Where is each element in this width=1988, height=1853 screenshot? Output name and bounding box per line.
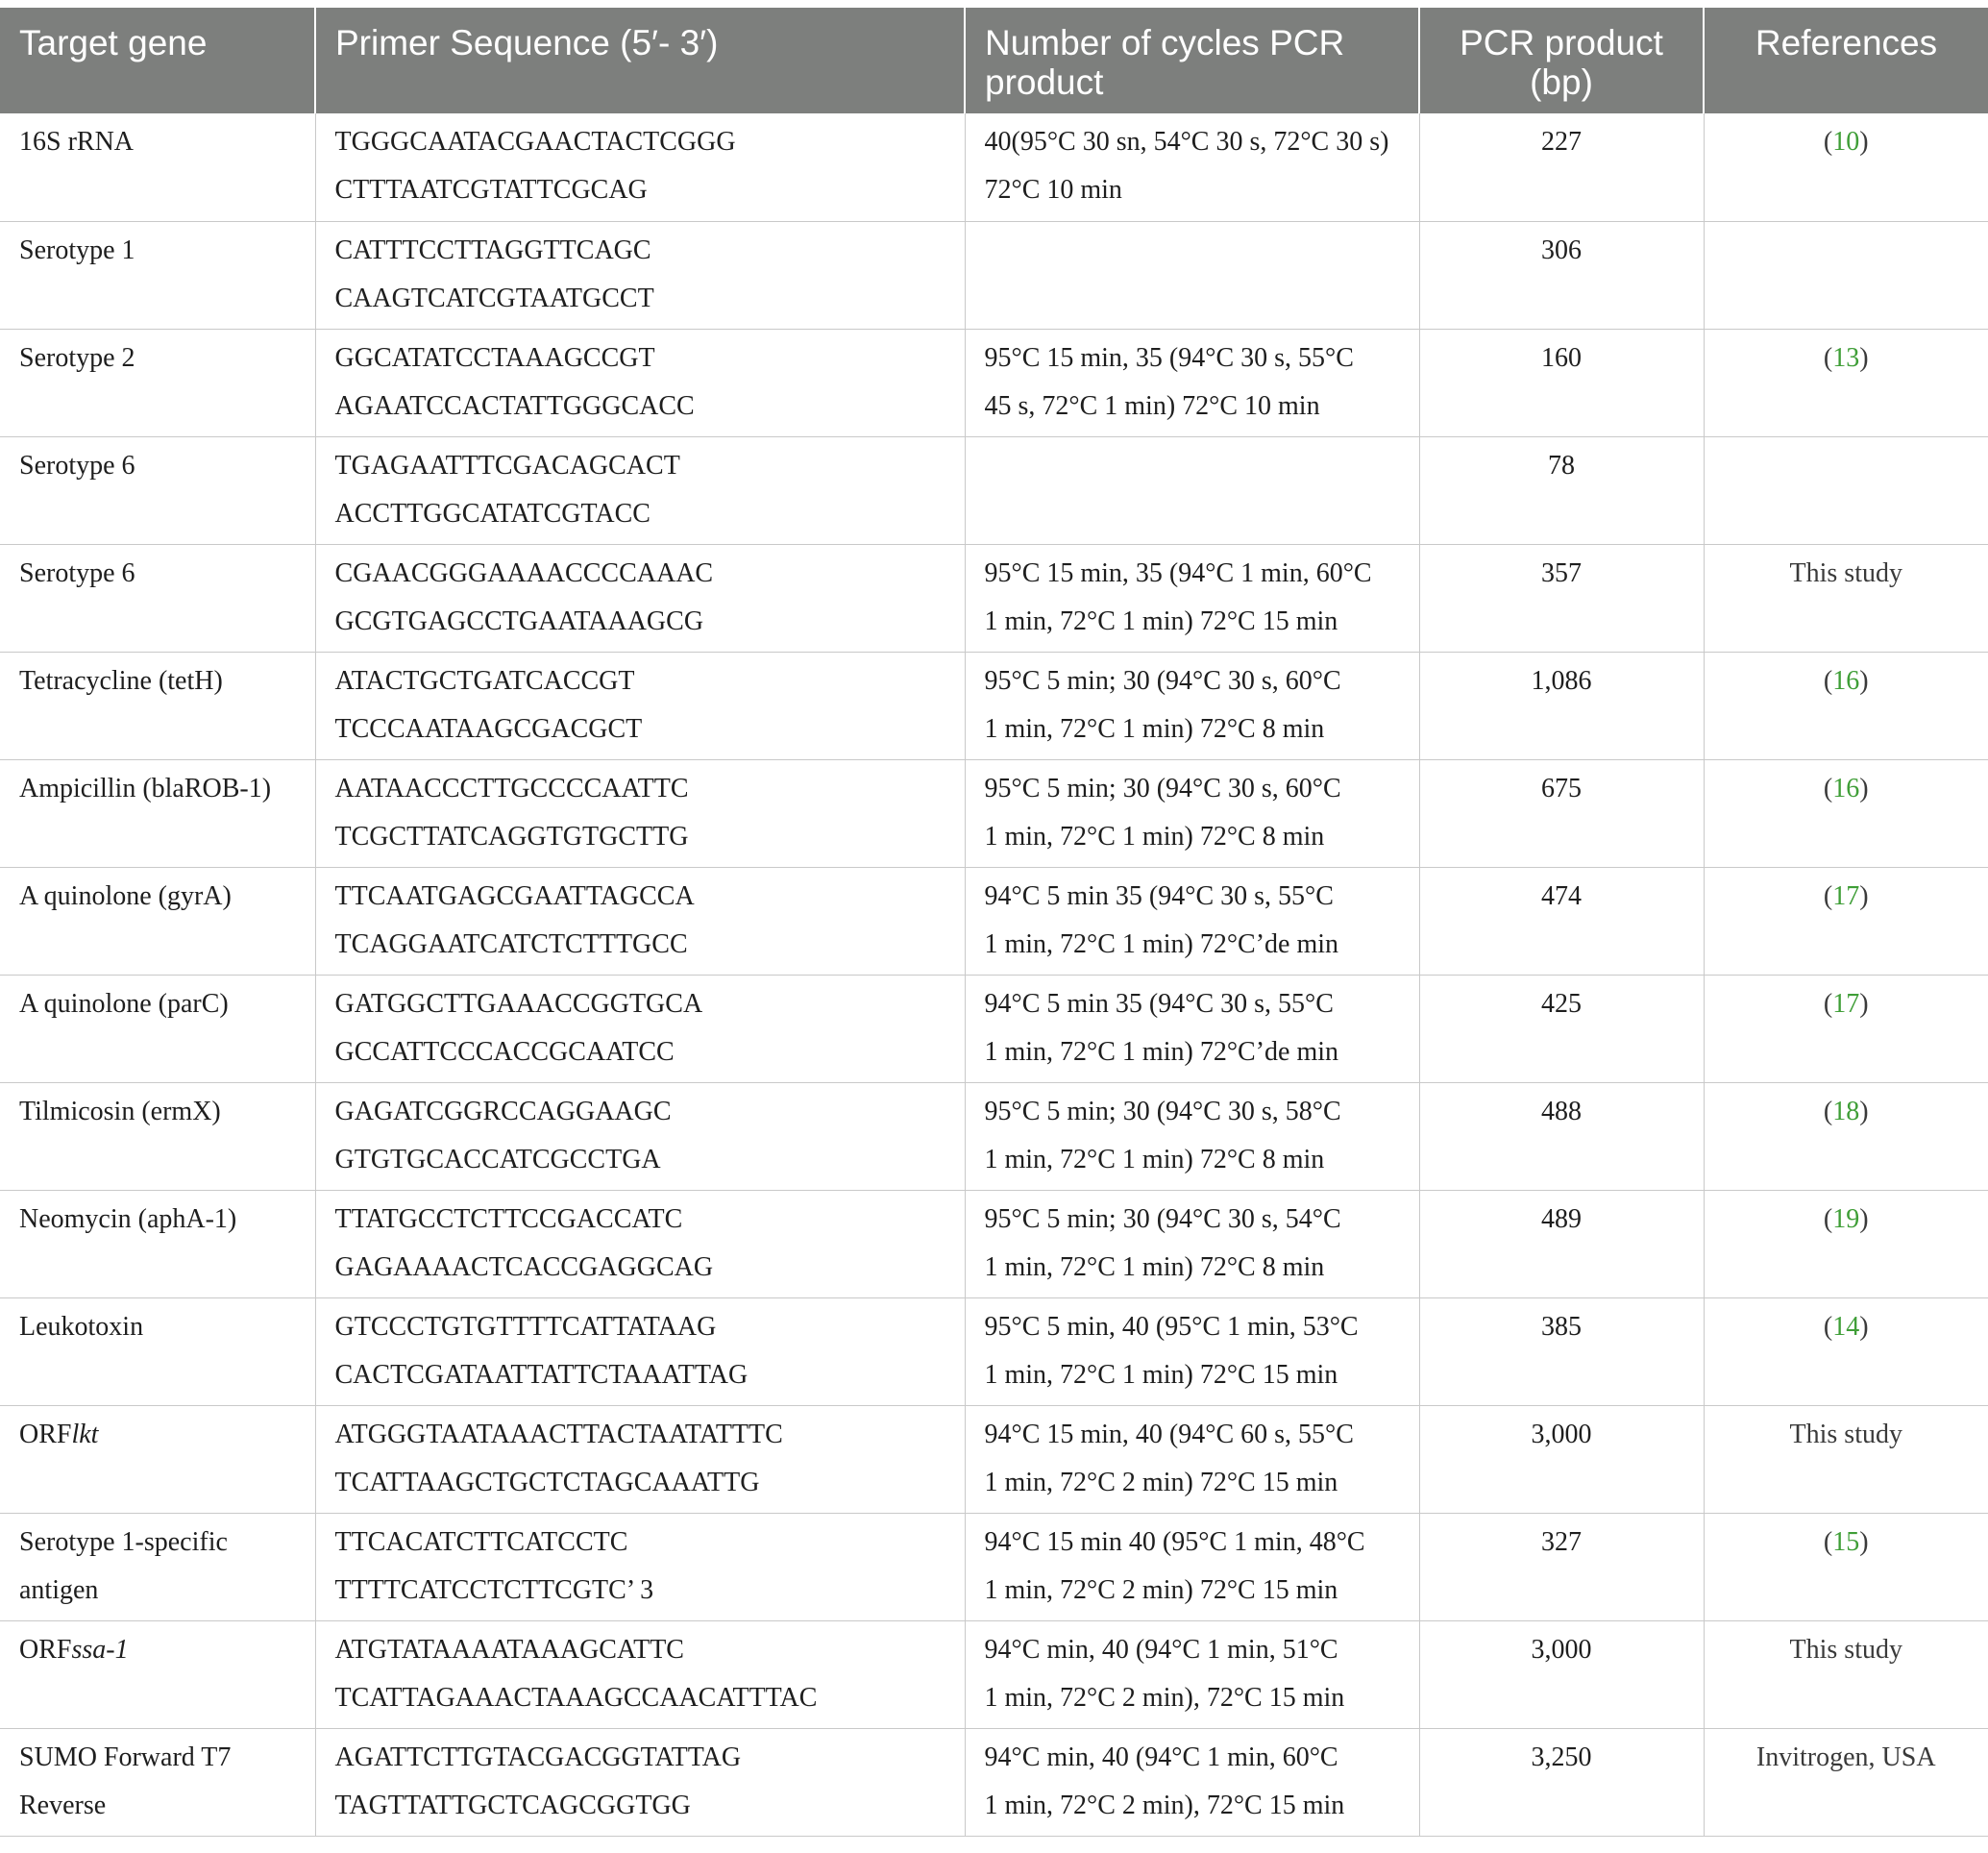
cycles-cell [965, 1190, 1419, 1297]
cycles-line-1: 94°C 5 min 35 (94°C 30 s, 55°C [984, 880, 1334, 911]
cycles-line-2: 1 min, 72°C 1 min) 72°C 15 min [984, 1359, 1338, 1390]
reference-link[interactable]: 17 [1832, 988, 1860, 1019]
cycles-cell [965, 436, 1419, 544]
cycles-cell [965, 1513, 1419, 1620]
primer-reverse: GCGTGAGCCTGAATAAAGCG [334, 605, 704, 636]
cycles-line-2: 45 s, 72°C 1 min) 72°C 10 min [984, 390, 1320, 421]
primer-sequence-cell [315, 113, 965, 221]
header-number-of-cycles: Number of cycles PCR product [965, 8, 1419, 113]
pcr-product-cell [1419, 329, 1704, 436]
primer-reverse: TCATTAGAAACTAAAGCCAACATTTAC [334, 1682, 818, 1713]
cycles-line-1: 94°C min, 40 (94°C 1 min, 60°C [984, 1742, 1338, 1772]
primer-sequence-cell [315, 759, 965, 867]
target-gene-cell [0, 1620, 315, 1728]
pcr-product-cell [1419, 1405, 1704, 1513]
pcr-product-cell [1419, 1513, 1704, 1620]
cycles-line-1: 95°C 5 min; 30 (94°C 30 s, 60°C [984, 773, 1341, 803]
pcr-product-cell [1419, 113, 1704, 221]
primer-forward: TGAGAATTTCGACAGCACT [334, 450, 680, 481]
primer-sequence-cell [315, 1297, 965, 1405]
ref-close-paren: ) [1859, 127, 1869, 157]
target-gene: Tilmicosin (ermX) [19, 1096, 221, 1126]
primer-forward: AGATTCTTGTACGACGGTATTAG [334, 1742, 742, 1772]
primer-sequence-cell [315, 436, 965, 544]
pcr-product-bp: 3,250 [1531, 1742, 1592, 1772]
reference-cell [1704, 221, 1988, 329]
table-row [0, 436, 1988, 544]
target-gene-cell [0, 1082, 315, 1190]
target-gene: Serotype 1 [19, 235, 135, 265]
primer-sequence-cell [315, 975, 965, 1082]
cycles-line-2: 1 min, 72°C 2 min), 72°C 15 min [984, 1682, 1345, 1713]
primer-forward: ATACTGCTGATCACCGT [334, 665, 635, 696]
reference-cell [1704, 1190, 1988, 1297]
ref-close-paren: ) [1859, 1526, 1869, 1557]
pcr-product-cell [1419, 1297, 1704, 1405]
target-gene-cell [0, 544, 315, 652]
target-gene: A quinolone (parC) [19, 988, 229, 1019]
cycles-line-2: 1 min, 72°C 1 min) 72°C’de min [984, 1036, 1338, 1067]
primer-reverse: GAGAAAACTCACCGAGGCAG [334, 1251, 714, 1282]
cycles-cell [965, 759, 1419, 867]
table-header [0, 8, 1988, 113]
target-gene-cell [0, 113, 315, 221]
ref-close-paren: ) [1859, 1311, 1869, 1342]
pcr-product-bp: 489 [1541, 1203, 1582, 1234]
cycles-cell [965, 1620, 1419, 1728]
cycles-cell [965, 867, 1419, 975]
primer-reverse: ACCTTGGCATATCGTACC [334, 498, 650, 529]
pcr-product-cell [1419, 652, 1704, 759]
cycles-line-2: 1 min, 72°C 1 min) 72°C 8 min [984, 1251, 1325, 1282]
ref-open-paren: ( [1823, 1203, 1833, 1234]
reference-cell [1704, 1620, 1988, 1728]
cycles-line-1: 95°C 15 min, 35 (94°C 30 s, 55°C [984, 342, 1354, 373]
ref-open-paren: ( [1823, 1526, 1833, 1557]
primer-sequence-cell [315, 544, 965, 652]
table-row [0, 1190, 1988, 1297]
ref-open-paren: ( [1823, 988, 1833, 1019]
ref-close-paren: ) [1859, 773, 1869, 803]
primer-forward: ATGTATAAAATAAAGCATTC [334, 1634, 684, 1665]
ref-open-paren: ( [1823, 127, 1833, 157]
ref-open-paren: ( [1823, 665, 1833, 696]
pcr-product-bp: 3,000 [1531, 1634, 1592, 1665]
target-gene: Serotype 2 [19, 342, 135, 373]
cycles-line-1: 95°C 5 min; 30 (94°C 30 s, 54°C [984, 1203, 1341, 1234]
target-gene: Neomycin (aphA-1) [19, 1203, 237, 1234]
cycles-line-1: 40(95°C 30 sn, 54°C 30 s, 72°C 30 s) [984, 127, 1389, 157]
primer-forward: CGAACGGGAAAACCCCAAAC [334, 557, 714, 588]
primer-reverse: TCCCAATAAGCGACGCT [334, 713, 643, 744]
reference-text: Invitrogen, USA [1755, 1742, 1936, 1772]
pcr-product-bp: 227 [1541, 127, 1582, 157]
pcr-product-bp: 425 [1541, 988, 1582, 1019]
reference-cell [1704, 1728, 1988, 1836]
primer-forward: TGGGCAATACGAACTACTCGGG [334, 127, 736, 157]
primer-sequence-cell [315, 867, 965, 975]
primer-reverse: GCCATTCCCACCGCAATCC [334, 1036, 675, 1067]
cycles-cell [965, 1297, 1419, 1405]
reference-cell [1704, 544, 1988, 652]
cycles-line-1: 94°C 15 min, 40 (94°C 60 s, 55°C [984, 1419, 1354, 1449]
cycles-line-2: 1 min, 72°C 2 min), 72°C 15 min [984, 1790, 1345, 1820]
cycles-line-2: 72°C 10 min [984, 175, 1122, 205]
ref-open-paren: ( [1823, 773, 1833, 803]
table-row [0, 221, 1988, 329]
primer-forward: TTATGCCTCTTCCGACCATC [334, 1203, 683, 1234]
reference-cell [1704, 867, 1988, 975]
pcr-product-cell [1419, 1190, 1704, 1297]
reference-link[interactable]: 19 [1832, 1203, 1860, 1234]
cycles-cell [965, 652, 1419, 759]
cycles-cell [965, 1405, 1419, 1513]
cycles-line-1: 95°C 5 min; 30 (94°C 30 s, 58°C [984, 1096, 1341, 1126]
pcr-product-cell [1419, 1728, 1704, 1836]
cycles-cell [965, 329, 1419, 436]
ref-open-paren: ( [1823, 1311, 1833, 1342]
reference-link[interactable]: 15 [1832, 1526, 1860, 1557]
pcr-product-bp: 327 [1541, 1526, 1582, 1557]
primer-forward: TTCAATGAGCGAATTAGCCA [334, 880, 695, 911]
header-row [0, 8, 1988, 113]
target-gene-cell [0, 1405, 315, 1513]
primer-forward: AATAACCCTTGCCCCAATTC [334, 773, 689, 803]
cycles-line-2: 1 min, 72°C 1 min) 72°C 8 min [984, 713, 1325, 744]
pcr-product-cell [1419, 975, 1704, 1082]
pcr-product-cell [1419, 544, 1704, 652]
pcr-product-bp: 385 [1541, 1311, 1582, 1342]
pcr-product-bp: 357 [1541, 557, 1582, 588]
pcr-product-cell [1419, 1620, 1704, 1728]
table-row [0, 652, 1988, 759]
target-gene-cell [0, 759, 315, 867]
primer-sequence-cell [315, 652, 965, 759]
target-gene-cell [0, 221, 315, 329]
cycles-line-2: 1 min, 72°C 1 min) 72°C’de min [984, 928, 1338, 959]
primer-reverse: TCATTAAGCTGCTCTAGCAAATTG [334, 1467, 760, 1497]
reference-cell [1704, 113, 1988, 221]
pcr-product-cell [1419, 867, 1704, 975]
target-gene: Serotype 1-specific antigen [19, 1526, 228, 1605]
target-gene: Leukotoxin [19, 1311, 144, 1342]
ref-close-paren: ) [1859, 1096, 1869, 1126]
table-row [0, 1082, 1988, 1190]
cycles-cell [965, 113, 1419, 221]
reference-link[interactable]: 14 [1832, 1311, 1860, 1342]
ref-close-paren: ) [1859, 988, 1869, 1019]
reference-cell [1704, 1297, 1988, 1405]
primer-reverse: CAAGTCATCGTAATGCCT [334, 283, 654, 313]
cycles-cell [965, 221, 1419, 329]
pcr-product-bp: 488 [1541, 1096, 1582, 1126]
primer-reverse: AGAATCCACTATTGGGCACC [334, 390, 695, 421]
table-row [0, 1297, 1988, 1405]
pcr-product-cell [1419, 1082, 1704, 1190]
primer-reverse: TCGCTTATCAGGTGTGCTTG [334, 821, 689, 852]
pcr-product-bp: 160 [1541, 342, 1582, 373]
cycles-cell [965, 544, 1419, 652]
cycles-line-2: 1 min, 72°C 1 min) 72°C 8 min [984, 1144, 1325, 1174]
pcr-product-bp: 675 [1541, 773, 1582, 803]
target-gene: ORF [19, 1419, 72, 1449]
primer-sequence-cell [315, 329, 965, 436]
target-gene-cell [0, 975, 315, 1082]
primer-reverse: TAGTTATTGCTCAGCGGTGG [334, 1790, 691, 1820]
primer-forward: TTCACATCTTCATCCTC [334, 1526, 628, 1557]
ref-open-paren: ( [1823, 1096, 1833, 1126]
pcr-product-bp: 1,086 [1531, 665, 1592, 696]
target-gene: 16S rRNA [19, 127, 135, 157]
target-gene: SUMO Forward T7 Reverse [19, 1742, 232, 1820]
reference-text: This study [1789, 1634, 1902, 1665]
reference-cell [1704, 759, 1988, 867]
reference-cell [1704, 1513, 1988, 1620]
cycles-line-1: 95°C 15 min, 35 (94°C 1 min, 60°C [984, 557, 1372, 588]
cycles-line-1: 94°C 5 min 35 (94°C 30 s, 55°C [984, 988, 1334, 1019]
cycles-cell [965, 1082, 1419, 1190]
cycles-line-1: 94°C min, 40 (94°C 1 min, 51°C [984, 1634, 1338, 1665]
primer-sequence-cell [315, 1620, 965, 1728]
primer-reverse: CACTCGATAATTATTCTAAATTAG [334, 1359, 749, 1390]
target-gene-italic: lkt [71, 1419, 99, 1449]
target-gene: Tetracycline (tetH) [19, 665, 223, 696]
table-row [0, 544, 1988, 652]
primer-reverse: TCAGGAATCATCTCTTTGCC [334, 928, 688, 959]
target-gene-italic: ssa-1 [71, 1634, 129, 1665]
target-gene-cell [0, 867, 315, 975]
pcr-product-cell [1419, 221, 1704, 329]
cycles-line-2: 1 min, 72°C 2 min) 72°C 15 min [984, 1574, 1338, 1605]
target-gene-cell [0, 652, 315, 759]
primer-forward: GAGATCGGRCCAGGAAGC [334, 1096, 672, 1126]
pcr-product-bp: 3,000 [1531, 1419, 1592, 1449]
ref-close-paren: ) [1859, 1203, 1869, 1234]
reference-link[interactable]: 17 [1832, 880, 1860, 911]
primer-sequence-cell [315, 1728, 965, 1836]
primer-table [0, 8, 1988, 1837]
target-gene: Serotype 6 [19, 450, 135, 481]
primer-reverse: GTGTGCACCATCGCCTGA [334, 1144, 661, 1174]
target-gene: Serotype 6 [19, 557, 135, 588]
cycles-cell [965, 1728, 1419, 1836]
reference-text: This study [1789, 557, 1902, 588]
table-row [0, 113, 1988, 221]
target-gene: Ampicillin (blaROB-1) [19, 773, 272, 803]
primer-forward: GATGGCTTGAAACCGGTGCA [334, 988, 703, 1019]
target-gene-cell [0, 1728, 315, 1836]
pcr-product-bp: 306 [1541, 235, 1582, 265]
target-gene: A quinolone (gyrA) [19, 880, 232, 911]
cycles-cell [965, 975, 1419, 1082]
ref-open-paren: ( [1823, 880, 1833, 911]
ref-close-paren: ) [1859, 342, 1869, 373]
target-gene-cell [0, 436, 315, 544]
table-row [0, 1728, 1988, 1836]
cycles-line-2: 1 min, 72°C 1 min) 72°C 8 min [984, 821, 1325, 852]
table-body [0, 113, 1988, 1836]
target-gene-cell [0, 1297, 315, 1405]
ref-open-paren: ( [1823, 342, 1833, 373]
primer-reverse: CTTTAATCGTATTCGCAG [334, 175, 648, 205]
reference-cell [1704, 652, 1988, 759]
cycles-line-2: 1 min, 72°C 2 min) 72°C 15 min [984, 1467, 1338, 1497]
header-references: References [1704, 8, 1988, 113]
primer-sequence-cell [315, 221, 965, 329]
target-gene: ORF [19, 1634, 72, 1665]
header-target-gene: Target gene [0, 8, 315, 113]
ref-close-paren: ) [1859, 665, 1869, 696]
reference-link[interactable]: 18 [1832, 1096, 1860, 1126]
target-gene-cell [0, 1513, 315, 1620]
reference-cell [1704, 436, 1988, 544]
header-primer-sequence: Primer Sequence (5′- 3′) [315, 8, 965, 113]
table-row [0, 759, 1988, 867]
primer-sequence-cell [315, 1190, 965, 1297]
cycles-line-1: 95°C 5 min; 30 (94°C 30 s, 60°C [984, 665, 1341, 696]
reference-text: This study [1789, 1419, 1902, 1449]
target-gene-cell [0, 1190, 315, 1297]
cycles-line-2: 1 min, 72°C 1 min) 72°C 15 min [984, 605, 1338, 636]
cycles-line-1: 95°C 5 min, 40 (95°C 1 min, 53°C [984, 1311, 1359, 1342]
table-row [0, 975, 1988, 1082]
pcr-product-cell [1419, 759, 1704, 867]
table-row [0, 329, 1988, 436]
primer-sequence-cell [315, 1405, 965, 1513]
primer-forward: GGCATATCCTAAAGCCGT [334, 342, 655, 373]
table-row [0, 1405, 1988, 1513]
pcr-product-bp: 78 [1548, 450, 1575, 481]
target-gene-cell [0, 329, 315, 436]
reference-cell [1704, 1082, 1988, 1190]
reference-cell [1704, 1405, 1988, 1513]
reference-link[interactable]: 16 [1832, 773, 1860, 803]
primer-forward: CATTTCCTTAGGTTCAGC [334, 235, 651, 265]
table-row [0, 1513, 1988, 1620]
reference-link[interactable]: 13 [1832, 342, 1860, 373]
primer-forward: ATGGGTAATAAACTTACTAATATTTC [334, 1419, 783, 1449]
reference-cell [1704, 329, 1988, 436]
cycles-line-1: 94°C 15 min 40 (95°C 1 min, 48°C [984, 1526, 1365, 1557]
primer-sequence-cell [315, 1513, 965, 1620]
ref-close-paren: ) [1859, 880, 1869, 911]
table-row [0, 1620, 1988, 1728]
pcr-product-bp: 474 [1541, 880, 1582, 911]
table-row [0, 867, 1988, 975]
primer-sequence-cell [315, 1082, 965, 1190]
pcr-product-cell [1419, 436, 1704, 544]
reference-link[interactable]: 16 [1832, 665, 1860, 696]
primer-forward: GTCCCTGTGTTTTCATTATAAG [334, 1311, 717, 1342]
primer-reverse: TTTTCATCCTCTTCGTC’ 3 [334, 1574, 654, 1605]
header-pcr-product: PCR product (bp) [1419, 8, 1704, 113]
reference-cell [1704, 975, 1988, 1082]
reference-link[interactable]: 10 [1832, 127, 1860, 157]
